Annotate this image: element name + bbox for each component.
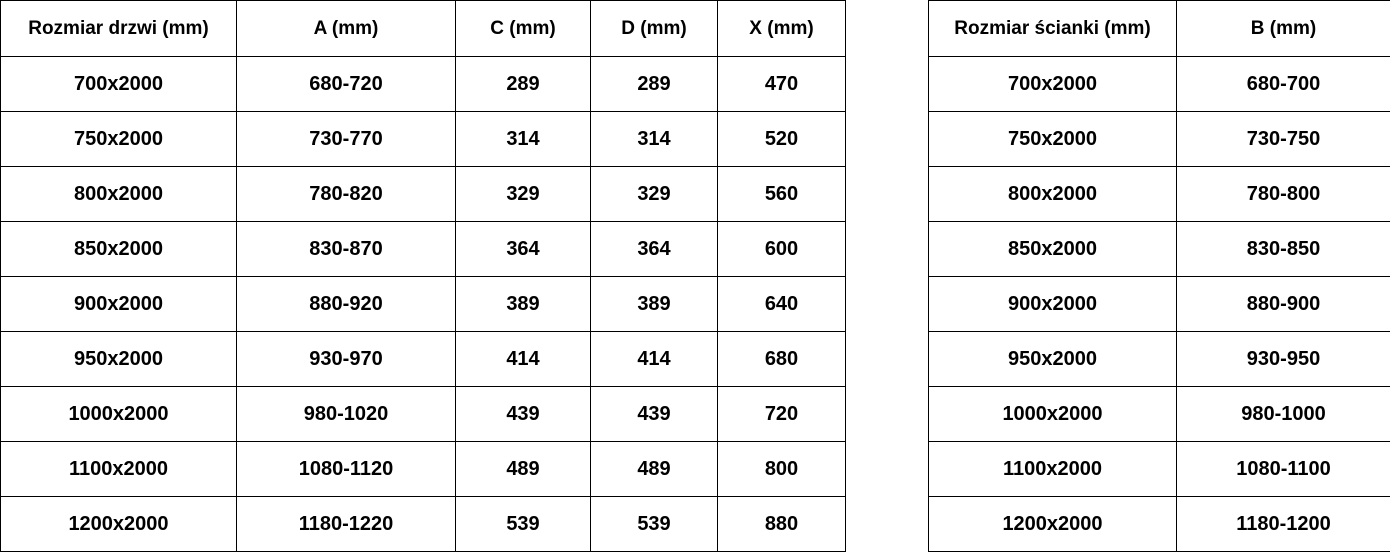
cell-a: 780-820 [237,167,456,222]
table-row [1,57,846,112]
cell-c: 539 [456,497,591,552]
table-row [1,222,846,277]
table-row [1,442,846,497]
cell-d: 289 [591,57,718,112]
cell-x: 800 [718,442,846,497]
table-row [929,277,1390,332]
table-row [1,387,846,442]
table-row [929,497,1390,552]
cell-a: 930-970 [237,332,456,387]
cell-c: 489 [456,442,591,497]
cell-c: 314 [456,112,591,167]
cell-d: 414 [591,332,718,387]
table-row [929,112,1390,167]
cell-a: 680-720 [237,57,456,112]
cell-wall-size: 700x2000 [929,57,1177,112]
column-header-door-size: Rozmiar drzwi (mm) [1,1,237,57]
cell-door-size: 950x2000 [1,332,237,387]
cell-c: 329 [456,167,591,222]
cell-a: 1180-1220 [237,497,456,552]
cell-d: 364 [591,222,718,277]
cell-d: 314 [591,112,718,167]
cell-wall-size: 750x2000 [929,112,1177,167]
cell-a: 980-1020 [237,387,456,442]
cell-wall-size: 850x2000 [929,222,1177,277]
column-header-d: D (mm) [591,1,718,57]
cell-a: 1080-1120 [237,442,456,497]
cell-d: 389 [591,277,718,332]
cell-b: 780-800 [1177,167,1390,222]
cell-c: 414 [456,332,591,387]
column-header-b: B (mm) [1177,1,1390,57]
cell-d: 329 [591,167,718,222]
cell-x: 560 [718,167,846,222]
cell-door-size: 850x2000 [1,222,237,277]
cell-a: 880-920 [237,277,456,332]
cell-door-size: 900x2000 [1,277,237,332]
cell-b: 730-750 [1177,112,1390,167]
cell-x: 880 [718,497,846,552]
table-row [1,277,846,332]
cell-x: 470 [718,57,846,112]
table-row [929,332,1390,387]
cell-wall-size: 1200x2000 [929,497,1177,552]
cell-door-size: 750x2000 [1,112,237,167]
table-row [929,222,1390,277]
cell-door-size: 700x2000 [1,57,237,112]
cell-door-size: 800x2000 [1,167,237,222]
cell-b: 1180-1200 [1177,497,1390,552]
table-row [929,167,1390,222]
cell-d: 439 [591,387,718,442]
cell-c: 389 [456,277,591,332]
cell-b: 930-950 [1177,332,1390,387]
cell-wall-size: 950x2000 [929,332,1177,387]
cell-c: 364 [456,222,591,277]
wall-table-body [929,57,1390,552]
door-table-body [1,57,846,552]
cell-c: 289 [456,57,591,112]
cell-x: 520 [718,112,846,167]
cell-b: 830-850 [1177,222,1390,277]
cell-x: 720 [718,387,846,442]
cell-wall-size: 800x2000 [929,167,1177,222]
cell-c: 439 [456,387,591,442]
wall-dimensions-table-container [928,0,1390,541]
table-header-row [929,1,1390,57]
wall-table-head [929,1,1390,57]
table-row [929,387,1390,442]
table-row [1,112,846,167]
cell-x: 640 [718,277,846,332]
cell-d: 539 [591,497,718,552]
cell-b: 680-700 [1177,57,1390,112]
cell-x: 680 [718,332,846,387]
door-table-head [1,1,846,57]
cell-x: 600 [718,222,846,277]
cell-wall-size: 1000x2000 [929,387,1177,442]
cell-door-size: 1200x2000 [1,497,237,552]
column-header-a: A (mm) [237,1,456,57]
table-header-row [1,1,846,57]
cell-door-size: 1000x2000 [1,387,237,442]
cell-wall-size: 1100x2000 [929,442,1177,497]
cell-b: 880-900 [1177,277,1390,332]
cell-a: 830-870 [237,222,456,277]
cell-b: 1080-1100 [1177,442,1390,497]
column-header-c: C (mm) [456,1,591,57]
cell-wall-size: 900x2000 [929,277,1177,332]
cell-a: 730-770 [237,112,456,167]
wall-dimensions-table [928,0,1390,552]
table-row [1,167,846,222]
column-header-wall-size: Rozmiar ścianki (mm) [929,1,1177,57]
table-spacer [845,0,928,541]
cell-door-size: 1100x2000 [1,442,237,497]
table-row [929,442,1390,497]
cell-b: 980-1000 [1177,387,1390,442]
table-row [1,332,846,387]
column-header-x: X (mm) [718,1,846,57]
cell-d: 489 [591,442,718,497]
table-row [1,497,846,552]
table-row [929,57,1390,112]
